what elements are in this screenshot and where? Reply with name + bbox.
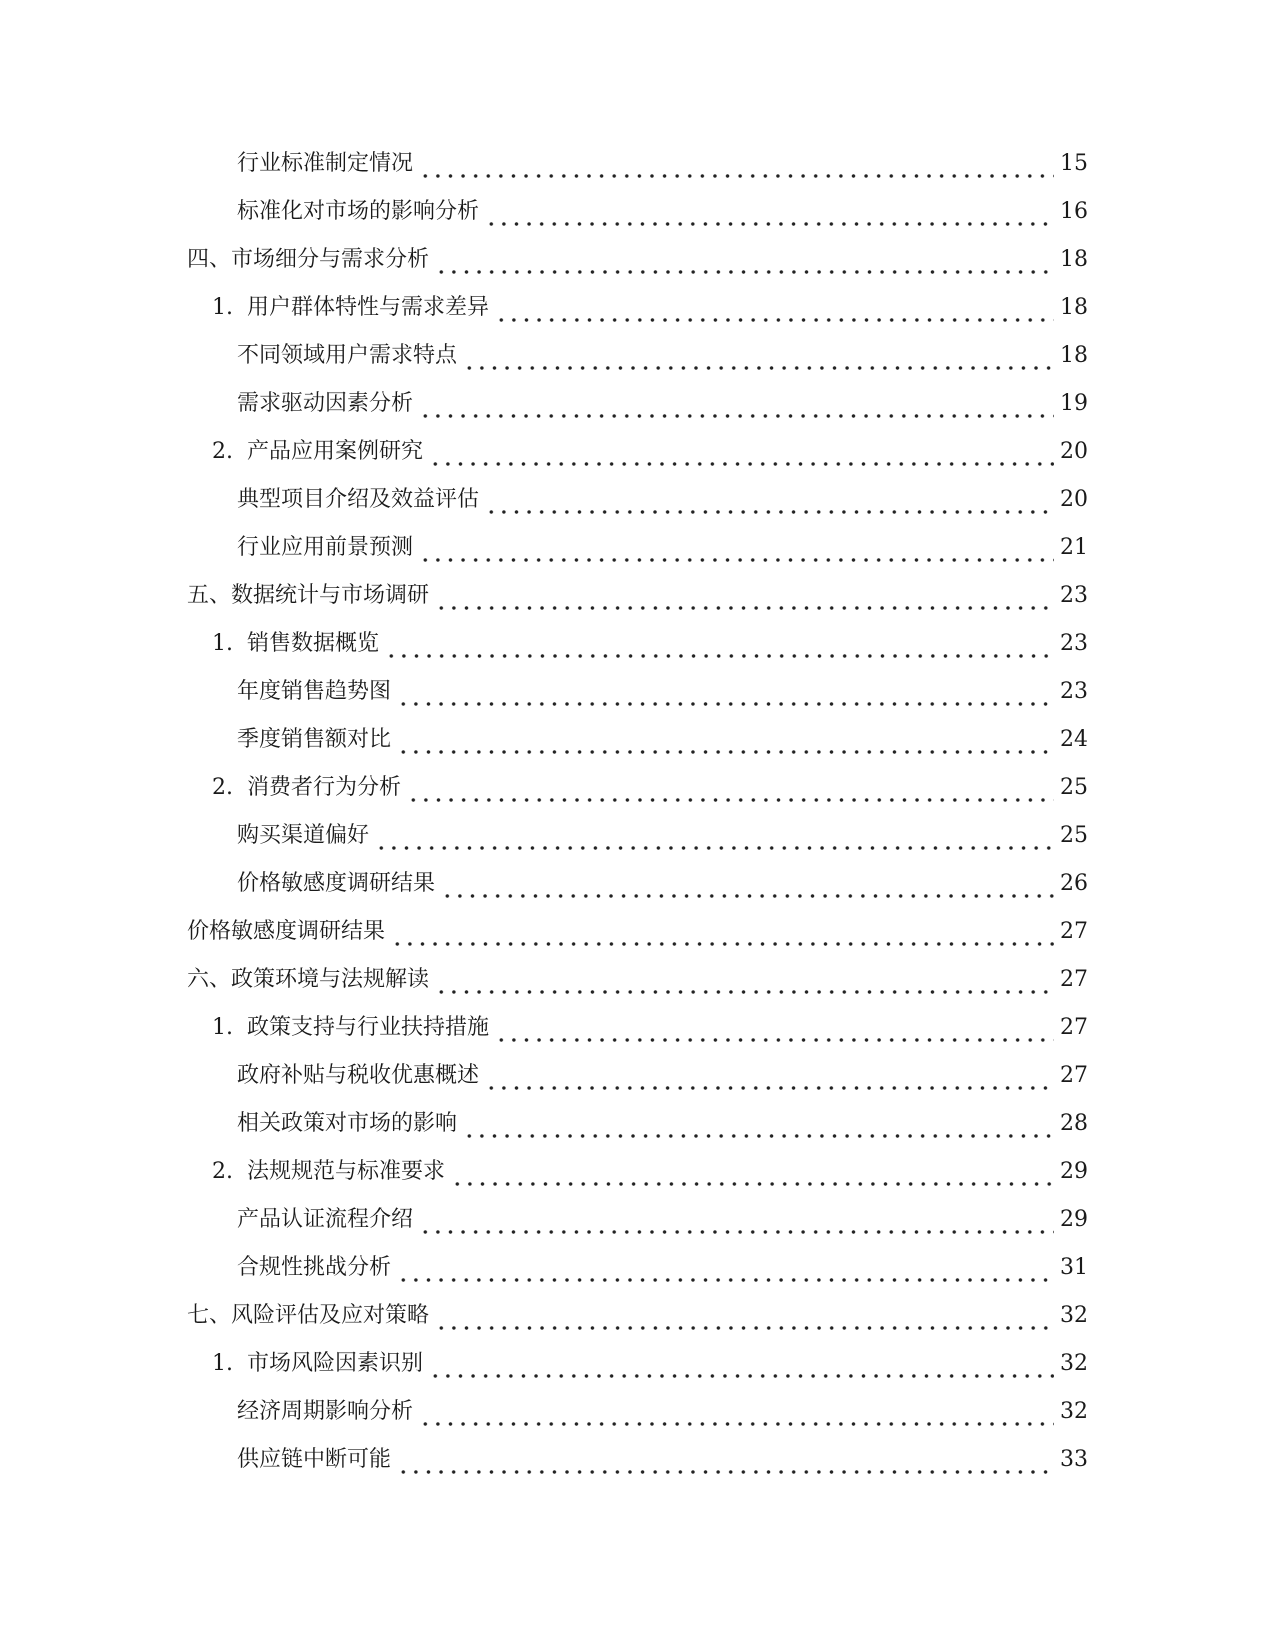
toc-entry-page-number: 23 <box>1060 679 1088 704</box>
toc-entry[interactable] <box>0 380 1275 428</box>
dot-leader <box>397 1253 1054 1283</box>
toc-entry[interactable] <box>0 716 1275 764</box>
toc-entry-title: 政策支持与行业扶持措施 <box>247 1015 490 1040</box>
toc-entry-page-number: 28 <box>1060 1111 1088 1136</box>
dot-leader <box>441 869 1054 899</box>
toc-entry-title: 价格敏感度调研结果 <box>187 919 386 944</box>
dot-leader <box>435 965 1054 995</box>
dot-leader <box>397 677 1054 707</box>
toc-entry-page-number: 21 <box>1060 535 1088 560</box>
dot-leader <box>429 437 1054 467</box>
toc-entry[interactable] <box>0 476 1275 524</box>
toc-entry-title: 产品应用案例研究 <box>247 439 424 464</box>
toc-entry-title: 法规规范与标准要求 <box>247 1159 446 1184</box>
dot-leader <box>495 1013 1054 1043</box>
dot-leader <box>407 773 1054 803</box>
toc-entry[interactable] <box>0 1148 1275 1196</box>
toc-entry-page-number: 26 <box>1060 871 1088 896</box>
toc-entry-title: 产品认证流程介绍 <box>237 1207 414 1232</box>
toc-entry-page-number: 19 <box>1060 391 1088 416</box>
table-of-contents <box>0 140 1275 1484</box>
toc-entry-page-number: 31 <box>1060 1255 1088 1280</box>
toc-entry[interactable] <box>0 1436 1275 1484</box>
toc-entry-title: 行业应用前景预测 <box>237 535 414 560</box>
toc-entry-page-number: 25 <box>1060 823 1088 848</box>
toc-entry-title: 用户群体特性与需求差异 <box>247 295 490 320</box>
toc-entry-title: 供应链中断可能 <box>237 1447 392 1472</box>
toc-entry[interactable] <box>0 1052 1275 1100</box>
toc-entry-page-number: 24 <box>1060 727 1088 752</box>
toc-entry-page-number: 27 <box>1060 1015 1088 1040</box>
toc-entry-page-number: 20 <box>1060 487 1088 512</box>
toc-entry-title: 销售数据概览 <box>247 631 380 656</box>
toc-entry[interactable] <box>0 620 1275 668</box>
toc-entry-page-number: 32 <box>1060 1351 1088 1376</box>
toc-entry-page-number: 27 <box>1060 967 1088 992</box>
toc-entry-page-number: 29 <box>1060 1207 1088 1232</box>
toc-entry-title: 经济周期影响分析 <box>237 1399 414 1424</box>
dot-leader <box>397 1445 1054 1475</box>
toc-entry-page-number: 18 <box>1060 295 1088 320</box>
toc-entry[interactable] <box>0 764 1275 812</box>
toc-entry-page-number: 27 <box>1060 1063 1088 1088</box>
toc-entry[interactable] <box>0 668 1275 716</box>
toc-entry-title: 七、风险评估及应对策略 <box>187 1303 430 1328</box>
toc-entry-title: 四、市场细分与需求分析 <box>187 247 430 272</box>
toc-entry-page-number: 15 <box>1060 151 1088 176</box>
toc-entry-number: 2. <box>212 1159 233 1184</box>
toc-entry-number: 2. <box>212 775 233 800</box>
dot-leader <box>485 1061 1054 1091</box>
toc-entry-number: 1. <box>212 295 233 320</box>
toc-entry[interactable] <box>0 428 1275 476</box>
toc-entry[interactable] <box>0 1340 1275 1388</box>
toc-entry[interactable] <box>0 908 1275 956</box>
toc-entry-title: 标准化对市场的影响分析 <box>237 199 480 224</box>
toc-entry-title: 五、数据统计与市场调研 <box>187 583 430 608</box>
toc-entry[interactable] <box>0 860 1275 908</box>
toc-entry-title: 相关政策对市场的影响 <box>237 1111 458 1136</box>
toc-entry[interactable] <box>0 524 1275 572</box>
toc-entry-title: 不同领域用户需求特点 <box>237 343 458 368</box>
toc-entry-number: 1. <box>212 631 233 656</box>
toc-entry-title: 市场风险因素识别 <box>247 1351 424 1376</box>
dot-leader <box>391 917 1054 947</box>
toc-entry-title: 政府补贴与税收优惠概述 <box>237 1063 480 1088</box>
toc-entry-page-number: 23 <box>1060 583 1088 608</box>
dot-leader <box>419 1205 1054 1235</box>
toc-entry[interactable] <box>0 572 1275 620</box>
toc-entry-page-number: 23 <box>1060 631 1088 656</box>
toc-entry-title: 典型项目介绍及效益评估 <box>237 487 480 512</box>
toc-entry-title: 年度销售趋势图 <box>237 679 392 704</box>
dot-leader <box>375 821 1054 851</box>
dot-leader <box>435 245 1054 275</box>
toc-entry-title: 行业标准制定情况 <box>237 151 414 176</box>
dot-leader <box>485 485 1054 515</box>
toc-entry[interactable] <box>0 1004 1275 1052</box>
dot-leader <box>419 1397 1054 1427</box>
toc-entry-title: 需求驱动因素分析 <box>237 391 414 416</box>
toc-entry[interactable] <box>0 1244 1275 1292</box>
dot-leader <box>495 293 1054 323</box>
toc-entry[interactable] <box>0 1196 1275 1244</box>
dot-leader <box>451 1157 1054 1187</box>
toc-entry-page-number: 29 <box>1060 1159 1088 1184</box>
dot-leader <box>419 389 1054 419</box>
toc-entry-page-number: 33 <box>1060 1447 1088 1472</box>
toc-entry-title: 季度销售额对比 <box>237 727 392 752</box>
toc-entry[interactable] <box>0 956 1275 1004</box>
toc-entry[interactable] <box>0 188 1275 236</box>
dot-leader <box>463 1109 1054 1139</box>
toc-entry-title: 价格敏感度调研结果 <box>237 871 436 896</box>
toc-entry-page-number: 18 <box>1060 247 1088 272</box>
toc-entry-page-number: 32 <box>1060 1399 1088 1424</box>
dot-leader <box>397 725 1054 755</box>
dot-leader <box>435 581 1054 611</box>
toc-entry[interactable] <box>0 812 1275 860</box>
toc-entry-number: 1. <box>212 1351 233 1376</box>
toc-entry[interactable] <box>0 332 1275 380</box>
toc-entry-title: 购买渠道偏好 <box>237 823 370 848</box>
toc-entry-number: 2. <box>212 439 233 464</box>
toc-entry-page-number: 16 <box>1060 199 1088 224</box>
dot-leader <box>435 1301 1054 1331</box>
toc-entry[interactable] <box>0 1388 1275 1436</box>
toc-entry-title: 消费者行为分析 <box>247 775 402 800</box>
dot-leader <box>485 197 1054 227</box>
toc-entry-page-number: 25 <box>1060 775 1088 800</box>
toc-entry[interactable] <box>0 236 1275 284</box>
toc-entry-title: 六、政策环境与法规解读 <box>187 967 430 992</box>
toc-entry-title: 合规性挑战分析 <box>237 1255 392 1280</box>
toc-entry-page-number: 27 <box>1060 919 1088 944</box>
dot-leader <box>429 1349 1054 1379</box>
toc-entry[interactable] <box>0 1292 1275 1340</box>
toc-entry[interactable] <box>0 284 1275 332</box>
dot-leader <box>419 149 1054 179</box>
toc-entry[interactable] <box>0 1100 1275 1148</box>
dot-leader <box>419 533 1054 563</box>
dot-leader <box>463 341 1054 371</box>
toc-entry[interactable] <box>0 140 1275 188</box>
toc-entry-page-number: 20 <box>1060 439 1088 464</box>
dot-leader <box>385 629 1054 659</box>
toc-entry-page-number: 18 <box>1060 343 1088 368</box>
toc-entry-page-number: 32 <box>1060 1303 1088 1328</box>
toc-entry-number: 1. <box>212 1015 233 1040</box>
